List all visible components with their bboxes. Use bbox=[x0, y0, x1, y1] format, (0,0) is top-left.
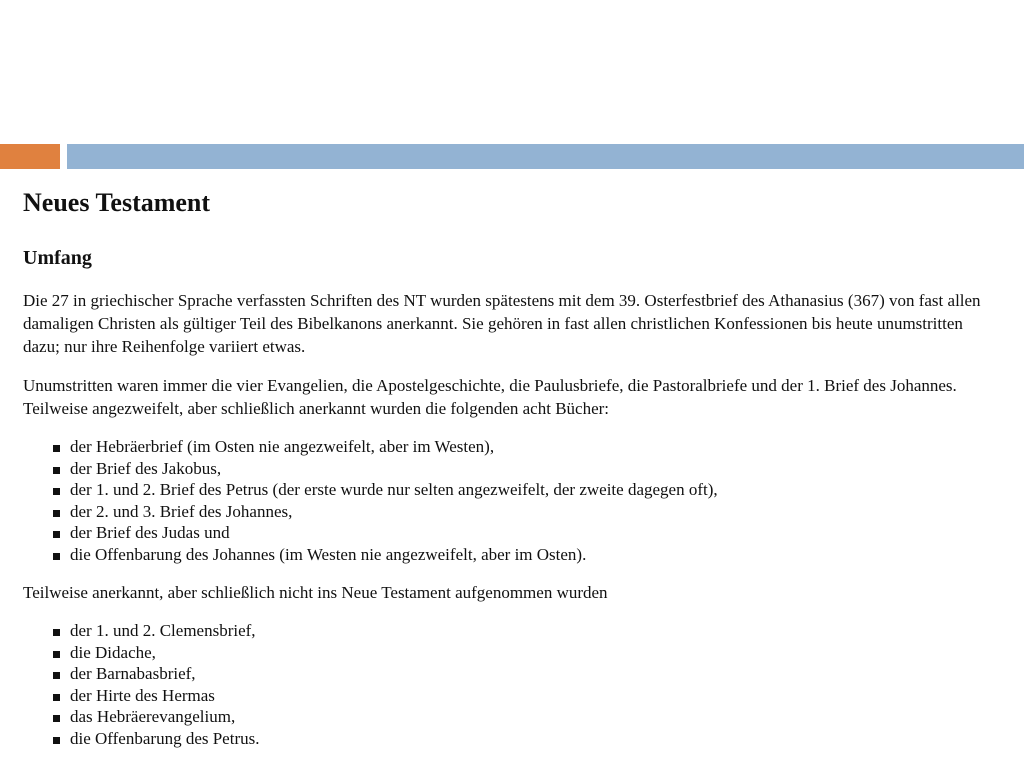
accent-bar-orange bbox=[0, 144, 60, 169]
list-item: die Didache, bbox=[53, 642, 998, 664]
paragraph-undisputed: Unumstritten waren immer die vier Evangelien, die Apostelgeschichte, die Paulusbriefe, die Pastoralbriefe und der 1. Brief des Johannes. Teilweise angezweifelt, aber schließlich anerkannt wurden die folgenden acht Bücher: bbox=[23, 376, 957, 418]
list-item: der Brief des Jakobus, bbox=[53, 458, 998, 480]
rejected-books-list bbox=[23, 620, 998, 749]
list-item: der 2. und 3. Brief des Johannes, bbox=[53, 501, 998, 523]
paragraph-intro: Die 27 in griechischer Sprache verfassten Schriften des NT wurden spätestens mit dem 39. Osterfestbrief des Athanasius (367) von fast allen damaligen Christen als gültiger Teil des Bibelkanons anerkannt. Sie gehören in fast allen christlichen Konfessionen bis heute unumstritten dazu; nur ihre Reihenfolge variiert etwas. bbox=[23, 291, 981, 356]
list-item: der 1. und 2. Brief des Petrus (der erste wurde nur selten angezweifelt, der zweite dagegen oft), bbox=[53, 479, 998, 501]
list-item: der Barnabasbrief, bbox=[53, 663, 998, 685]
document-body bbox=[23, 180, 998, 749]
list-item: die Offenbarung des Petrus. bbox=[53, 728, 998, 750]
list-item: der 1. und 2. Clemensbrief, bbox=[53, 620, 998, 642]
accent-bar-blue bbox=[67, 144, 1024, 169]
list-item: der Hebräerbrief (im Osten nie angezweifelt, aber im Westen), bbox=[53, 436, 998, 458]
accepted-books-list bbox=[23, 436, 998, 565]
list-item: der Hirte des Hermas bbox=[53, 685, 998, 707]
list-item: die Offenbarung des Johannes (im Westen nie angezweifelt, aber im Osten). bbox=[53, 544, 998, 566]
list-item: das Hebräerevangelium, bbox=[53, 706, 998, 728]
page-title: Neues Testament bbox=[23, 188, 211, 217]
section-heading: Umfang bbox=[23, 247, 92, 269]
list-item: der Brief des Judas und bbox=[53, 522, 998, 544]
paragraph-partially-accepted: Teilweise anerkannt, aber schließlich nicht ins Neue Testament aufgenommen wurden bbox=[23, 583, 608, 602]
